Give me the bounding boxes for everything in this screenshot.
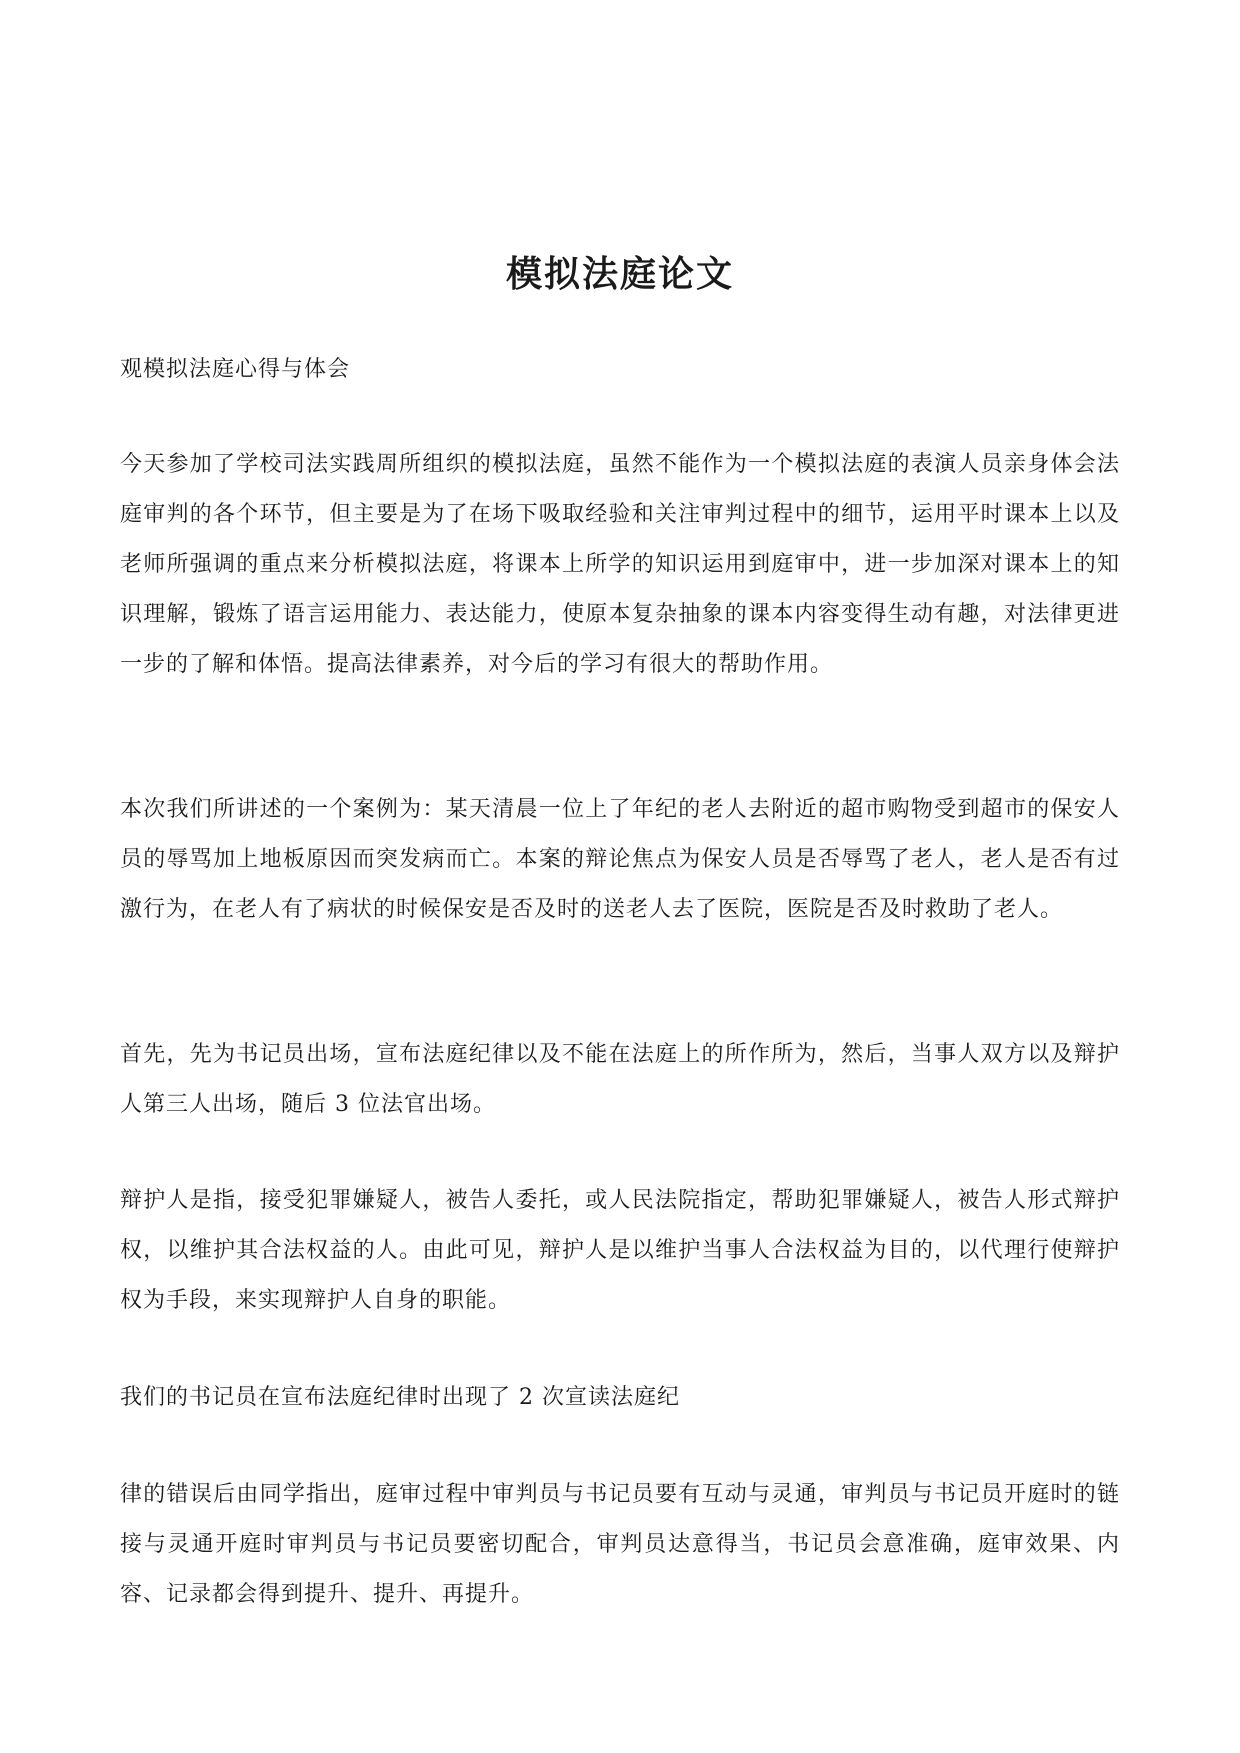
- paragraph: 今天参加了学校司法实践周所组织的模拟法庭，虽然不能作为一个模拟法庭的表演人员亲身体会法庭审判的各个环节，但主要是为了在场下吸取经验和关注审判过程中的细节，运用平时课本上以及老师所强调的重点来分析模拟法庭，将课本上所学的知识运用到庭审中，进一步加深对课本上的知识理解，锻炼了语言运用能力、表达能力，使原本复杂抽象的课本内容变得生动有趣，对法律更进一步的了解和体悟。提高法律素养，对今后的学习有很大的帮助作用。: [120, 452, 1120, 677]
- paragraph: 本次我们所讲述的一个案例为：某天清晨一位上了年纪的老人去附近的超市购物受到超市的保安人员的辱骂加上地板原因而突发病而亡。本案的辩论焦点为保安人员是否辱骂了老人，老人是否有过激行为，在老人有了病状的时候保安是否及时的送老人去了医院，医院是否及时救助了老人。: [120, 797, 1120, 922]
- paragraph: 首先，先为书记员出场，宣布法庭纪律以及不能在法庭上的所作所为，然后，当事人双方以及辩护人第三人出场，随后 3 位法官出场。: [120, 1042, 1120, 1117]
- paragraph: 我们的书记员在宣布法庭纪律时出现了 2 次宣读法庭纪: [120, 1385, 680, 1410]
- document-title: 模拟法庭论文: [505, 253, 734, 296]
- document-subtitle: 观模拟法庭心得与体会: [120, 357, 351, 382]
- paragraph: 辩护人是指，接受犯罪嫌疑人，被告人委托，或人民法院指定，帮助犯罪嫌疑人，被告人形式辩护权，以维护其合法权益的人。由此可见，辩护人是以维护当事人合法权益为目的，以代理行使辩护权为手段，来实现辩护人自身的职能。: [120, 1188, 1120, 1313]
- paragraph: 律的错误后由同学指出，庭审过程中审判员与书记员要有互动与灵通，审判员与书记员开庭时的链接与灵通开庭时审判员与书记员要密切配合，审判员达意得当，书记员会意准确，庭审效果、内容、记录都会得到提升、提升、再提升。: [120, 1482, 1120, 1607]
